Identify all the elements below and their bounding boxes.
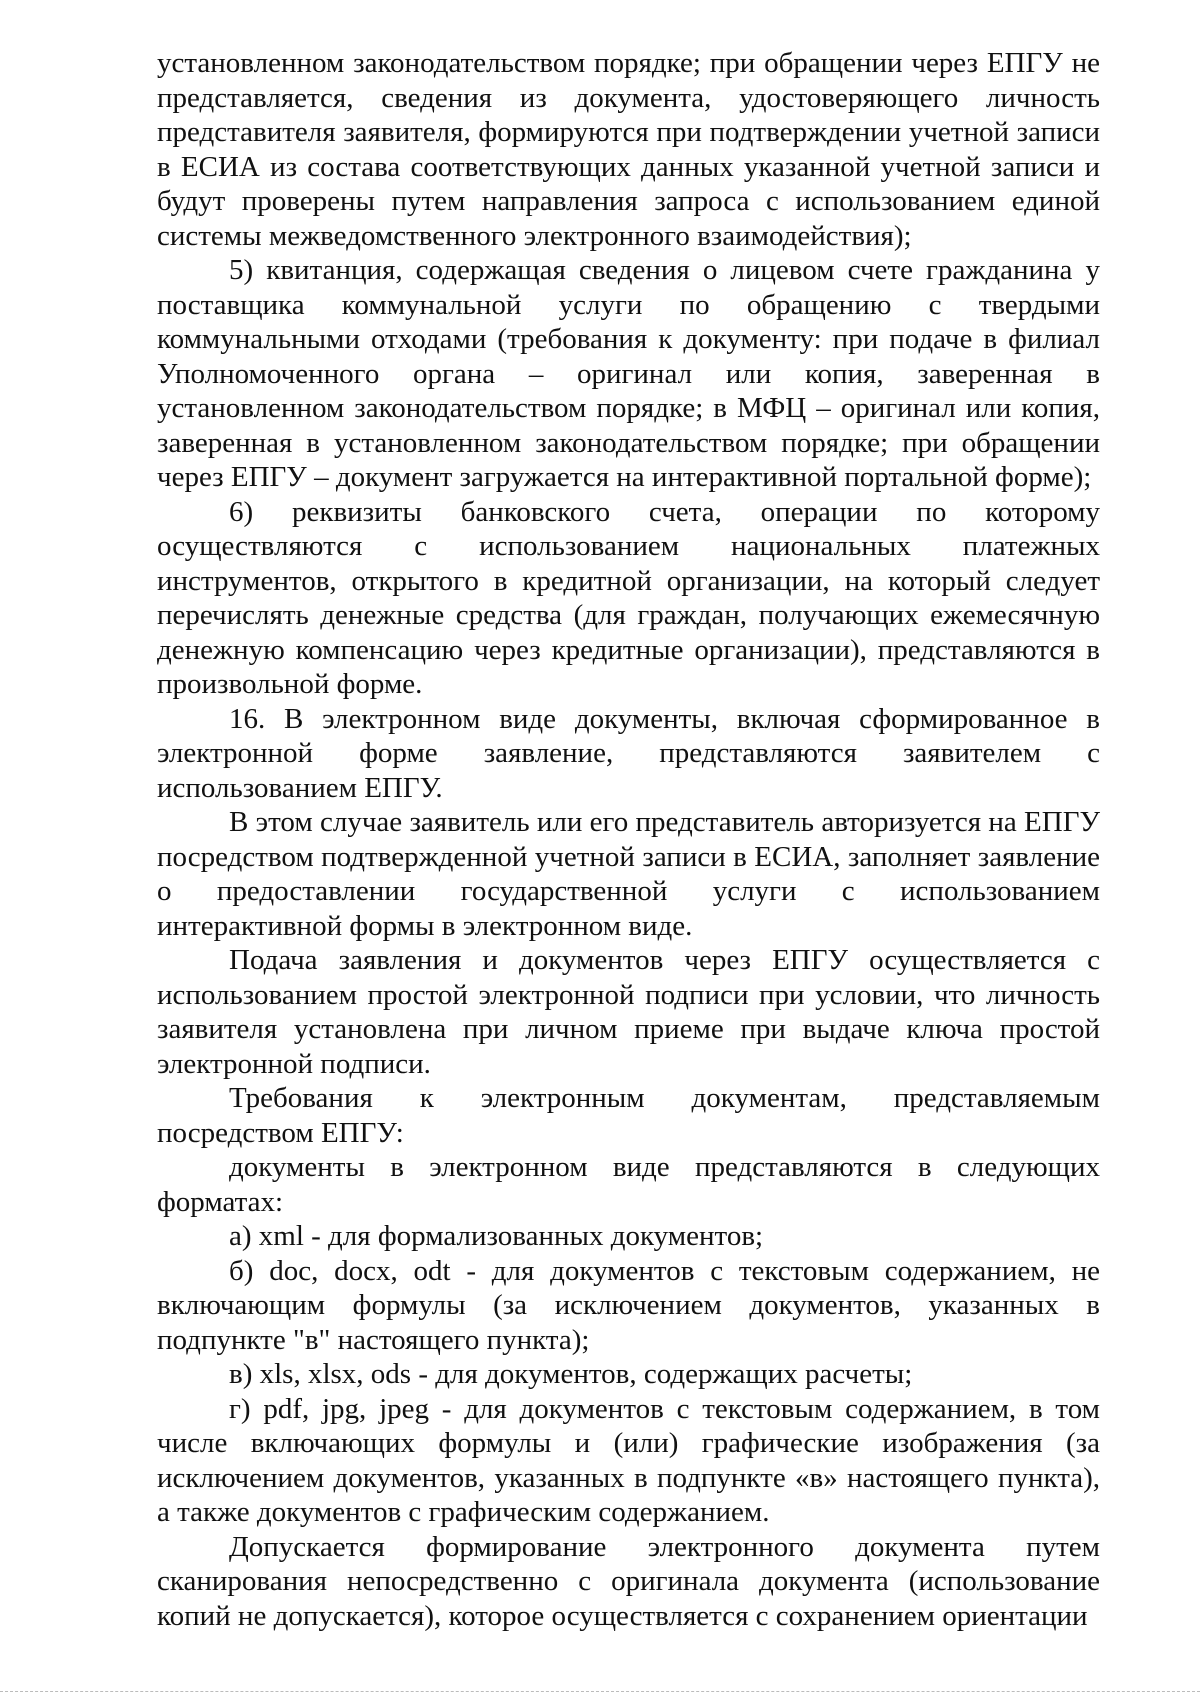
paragraph-formats-intro: документы в электронном виде представляются в следующих форматах: bbox=[157, 1151, 1100, 1218]
list-item-xml: а) xml - для формализованных документов; bbox=[229, 1220, 764, 1252]
paragraph-signature: Подача заявления и документов через ЕПГУ осуществляется с использованием простой электронной подписи при условии, что личность заявителя установлена при личном приеме при выдаче ключа простой электронной подписи. bbox=[157, 944, 1100, 1080]
paragraph-requirements: Требования к электронным документам, представляемым посредством ЕПГУ: bbox=[157, 1082, 1100, 1149]
paragraph-item-6: 6) реквизиты банковского счета, операции по которому осуществляются с использованием национальных платежных инструментов, открытого в кредитной организации, на который следует перечислять денежные средства (для граждан, получающих ежемесячную денежную компенсацию через кредитные организации), представляются в произвольной форме. bbox=[157, 495, 1100, 700]
scan-edge-line bbox=[0, 1691, 1200, 1693]
paragraph-item-5: 5) квитанция, содержащая сведения о лицевом счете гражданина у поставщика коммунальной услуги по обращению с твердыми коммунальными отходами (требования к документу: при подаче в филиал Уполномоченного органа – оригинал или копия, заверенная в установленном законодательством порядке; в МФЦ – оригинал или копия, заверенная в установленном законодательством порядке; при обращении через ЕПГУ – документ загружается на интерактивной портальной форме); bbox=[157, 254, 1100, 493]
paragraph-continuation: установленном законодательством порядке; при обращении через ЕПГУ не представляется, сведения из документа, удостоверяющего личность представителя заявителя, формируются при подтверждении учетной записи в ЕСИА из состава соответствующих данных указанной учетной записи и будут проверены путем направления запроса с использованием единой системы межведомственного электронного взаимодействия); bbox=[157, 47, 1100, 252]
paragraph-scanning: Допускается формирование электронного документа путем сканирования непосредственно с оригинала документа (использование копий не допускается), которое осуществляется с сохранением ориентации bbox=[157, 1530, 1100, 1632]
list-item-pdf: г) pdf, jpg, jpeg - для документов с текстовым содержанием, в том числе включающих формулы и (или) графические изображения (за исключением документов, указанных в подпункте «в» настоящего пункта), а также документов с графическим содержанием. bbox=[157, 1392, 1100, 1528]
list-item-doc: б) doc, docx, odt - для документов с текстовым содержанием, не включающим формулы (за исключением документов, указанных в подпункте "в" настоящего пункта); bbox=[157, 1254, 1100, 1356]
paragraph-section-16: 16. В электронном виде документы, включая сформированное в электронной форме заявление, представляются заявителем с использованием ЕПГУ. bbox=[157, 702, 1100, 804]
list-item-xls: в) xls, xlsx, ods - для документов, содержащих расчеты; bbox=[229, 1358, 913, 1390]
document-page bbox=[157, 46, 1100, 1633]
paragraph-authorization: В этом случае заявитель или его представитель авторизуется на ЕПГУ посредством подтвержденной учетной записи в ЕСИА, заполняет заявление о предоставлении государственной услуги с использованием интерактивной формы в электронном виде. bbox=[157, 806, 1100, 942]
